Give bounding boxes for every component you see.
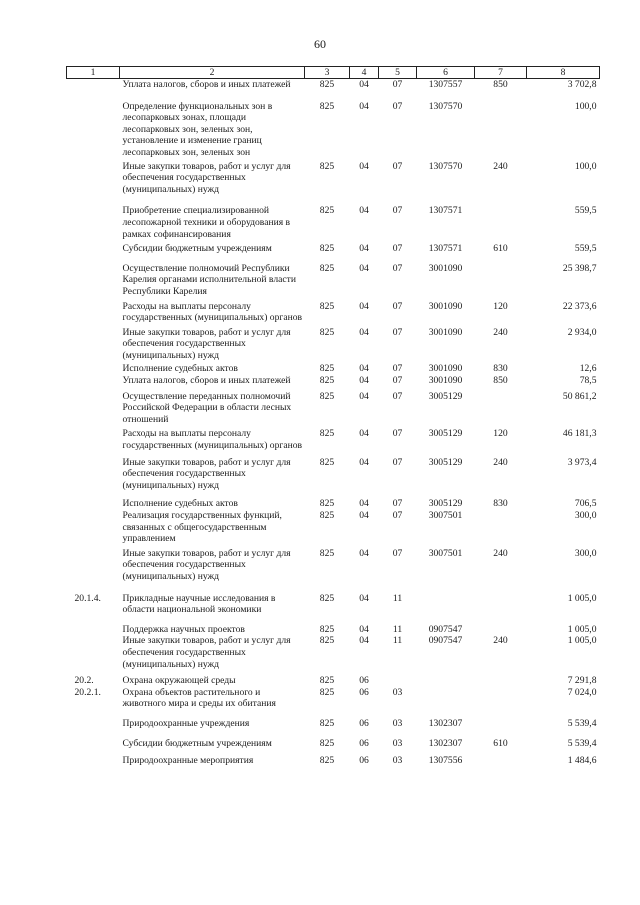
- row-code: [67, 548, 120, 593]
- row-col-3: 825: [319, 100, 335, 112]
- table-row: [67, 428, 600, 456]
- row-col-6: 1302307: [428, 737, 463, 749]
- row-name: Поддержка научных проектов: [122, 623, 245, 635]
- row-col-6: 3001090: [428, 375, 463, 387]
- row-name: Расходы на выплаты персоналу государственных (муниципальных) органов: [122, 300, 303, 324]
- row-code: [67, 205, 120, 243]
- row-col-5: 07: [392, 243, 403, 255]
- row-amount: 22 373,6: [562, 300, 597, 312]
- table-row: [67, 263, 600, 301]
- row-col-4: 04: [359, 100, 369, 112]
- row-amount: 5 539,4: [567, 717, 597, 729]
- table-row: [67, 738, 600, 756]
- row-col-7: 240: [493, 160, 508, 172]
- row-col-6: [417, 675, 475, 687]
- row-code: 20.2.1.: [74, 686, 101, 698]
- row-amount: 7 291,8: [567, 675, 597, 687]
- row-amount: 1 005,0: [567, 592, 597, 604]
- row-code: [67, 161, 120, 206]
- row-col-6: 1307570: [428, 100, 463, 112]
- row-col-3: 825: [319, 262, 335, 274]
- row-name: Субсидии бюджетным учреждениям: [122, 243, 272, 255]
- row-amount: 2 934,0: [567, 326, 597, 338]
- row-col-7: [475, 391, 527, 429]
- row-col-5: 07: [392, 428, 403, 440]
- row-col-5: 07: [392, 363, 403, 375]
- row-amount: 300,0: [574, 510, 597, 521]
- row-amount: 1 005,0: [567, 635, 597, 647]
- row-col-4: 04: [359, 623, 369, 635]
- row-amount: 50 861,2: [562, 390, 597, 402]
- row-amount: 78,5: [579, 375, 597, 387]
- row-name: Осуществление переданных полномочий Российской Федерации в области лесных отношений: [122, 390, 292, 425]
- row-col-3: 825: [319, 510, 335, 521]
- row-col-6: 1307556: [428, 755, 463, 767]
- row-code: [67, 498, 120, 510]
- table-row: [67, 391, 600, 429]
- header-col-1: 1: [67, 67, 120, 79]
- row-col-5: 03: [392, 686, 403, 698]
- header-row: [67, 67, 600, 79]
- row-amount: 559,5: [574, 205, 597, 217]
- table-row: [67, 593, 600, 624]
- row-col-5: 07: [392, 262, 403, 274]
- row-col-5: 07: [392, 375, 403, 387]
- row-col-4: 04: [359, 547, 369, 559]
- row-col-7: 240: [493, 456, 508, 468]
- row-col-4: 04: [359, 510, 369, 521]
- row-col-5: 07: [392, 390, 403, 402]
- header-col-2: 2: [120, 67, 305, 79]
- row-col-7: 850: [493, 375, 508, 387]
- row-amount: 12,6: [579, 363, 597, 375]
- row-col-7: 240: [493, 326, 508, 338]
- row-name: Иные закупки товаров, работ и услуг для обеспечения государственных (муниципальных) нужд: [122, 456, 291, 491]
- row-amount: 3 702,8: [567, 79, 597, 90]
- row-code: [67, 79, 120, 101]
- row-amount: 3 973,4: [567, 456, 597, 468]
- row-col-6: 0907547: [428, 635, 463, 647]
- row-col-7: [475, 755, 527, 767]
- row-col-4: 06: [359, 686, 369, 698]
- row-col-5: 11: [392, 623, 403, 635]
- row-amount: 1 484,6: [567, 755, 597, 767]
- row-col-7: 610: [493, 737, 508, 749]
- row-code: [67, 243, 120, 263]
- table-row: [67, 457, 600, 499]
- row-col-6: 0907547: [428, 623, 463, 635]
- row-col-3: 825: [319, 363, 335, 375]
- row-col-5: 03: [392, 717, 403, 729]
- row-col-5: 07: [392, 79, 403, 90]
- row-col-4: 04: [359, 243, 369, 255]
- row-col-3: 825: [319, 243, 335, 255]
- row-name: Осуществление полномочий Республики Карелия органами исполнительной власти Республики Карелия: [122, 262, 296, 297]
- row-amount: 5 539,4: [567, 737, 597, 749]
- row-code: [67, 510, 120, 548]
- row-code: [67, 635, 120, 675]
- table-row: [67, 675, 600, 687]
- header-col-7: 7: [475, 67, 527, 79]
- row-col-4: 04: [359, 205, 369, 217]
- table-row: [67, 327, 600, 364]
- table-row: [67, 101, 600, 161]
- row-col-7: 120: [493, 428, 508, 440]
- row-code: [67, 624, 120, 636]
- row-code: [67, 755, 120, 767]
- row-col-7: [475, 624, 527, 636]
- row-col-4: 04: [359, 262, 369, 274]
- row-name: Реализация государственных функций, связанных с общегосударственным управлением: [122, 510, 282, 545]
- row-col-4: 04: [359, 428, 369, 440]
- row-col-5: 03: [392, 755, 403, 767]
- row-col-5: 07: [392, 498, 403, 510]
- row-amount: 7 024,0: [567, 686, 597, 698]
- row-col-5: [379, 675, 417, 687]
- table-row: [67, 635, 600, 675]
- row-code: [67, 457, 120, 499]
- row-amount: 706,5: [574, 498, 597, 510]
- row-col-3: 825: [319, 547, 335, 559]
- row-col-5: 07: [392, 100, 403, 112]
- row-name: Охрана окружающей среды: [122, 675, 236, 687]
- row-col-6: 3001090: [428, 262, 463, 274]
- row-code: [67, 738, 120, 756]
- row-col-4: 04: [359, 635, 369, 647]
- header-col-8: 8: [527, 67, 600, 79]
- row-name: Исполнение судебных актов: [122, 363, 238, 375]
- row-col-4: 04: [359, 498, 369, 510]
- row-col-6: [417, 687, 475, 718]
- row-col-6: 3007501: [428, 510, 463, 521]
- row-col-4: 04: [359, 160, 369, 172]
- row-col-5: 07: [392, 547, 403, 559]
- table-row: [67, 301, 600, 327]
- header-col-6: 6: [417, 67, 475, 79]
- row-code: [67, 327, 120, 364]
- row-name: Определение функциональных зон в лесопарковых зонах, площади лесопарковых зон, зеленых зон, установление и изменение границ лесопарковых зон, зеленых зон: [122, 100, 273, 158]
- row-col-4: 04: [359, 79, 369, 90]
- row-code: [67, 428, 120, 456]
- row-col-7: 120: [493, 300, 508, 312]
- table-row: [67, 363, 600, 375]
- row-code: [67, 301, 120, 327]
- row-code: [67, 375, 120, 391]
- row-code: [67, 263, 120, 301]
- table-row: [67, 79, 600, 101]
- table-row: [67, 375, 600, 391]
- row-col-3: 825: [319, 456, 335, 468]
- row-col-3: 825: [319, 686, 335, 698]
- row-col-4: 06: [359, 675, 369, 687]
- row-col-7: [475, 718, 527, 738]
- row-col-7: 830: [493, 363, 508, 375]
- row-col-7: 610: [493, 243, 508, 255]
- row-name: Субсидии бюджетным учреждениям: [122, 737, 272, 749]
- row-col-3: 825: [319, 375, 335, 387]
- header-col-4: 4: [350, 67, 379, 79]
- table-row: [67, 498, 600, 510]
- budget-table: [66, 66, 600, 767]
- row-col-4: 04: [359, 363, 369, 375]
- row-col-7: [475, 687, 527, 718]
- row-name: Иные закупки товаров, работ и услуг для обеспечения государственных (муниципальных) нужд: [122, 326, 291, 361]
- table-row: [67, 718, 600, 738]
- row-col-7: [475, 510, 527, 548]
- row-code: [67, 391, 120, 429]
- row-col-6: 3001090: [428, 300, 463, 312]
- row-name: Иные закупки товаров, работ и услуг для обеспечения государственных (муниципальных) нужд: [122, 635, 291, 670]
- row-col-3: 825: [319, 755, 335, 767]
- row-col-5: 07: [392, 510, 403, 521]
- row-col-7: [475, 205, 527, 243]
- row-amount: 1 005,0: [567, 623, 597, 635]
- row-col-5: 11: [392, 635, 403, 647]
- row-amount: 559,5: [574, 243, 597, 255]
- header-col-5: 5: [379, 67, 417, 79]
- row-amount: 300,0: [574, 547, 597, 559]
- row-name: Исполнение судебных актов: [122, 498, 238, 510]
- row-col-4: 04: [359, 300, 369, 312]
- table-row: [67, 755, 600, 767]
- row-amount: 100,0: [574, 100, 597, 112]
- row-col-3: 825: [319, 623, 335, 635]
- row-col-3: 825: [319, 390, 335, 402]
- row-col-6: 3005129: [428, 498, 463, 510]
- table-body: [67, 79, 600, 767]
- row-name: Уплата налогов, сборов и иных платежей: [122, 79, 291, 90]
- row-col-6: 3007501: [428, 547, 463, 559]
- row-col-5: 07: [392, 160, 403, 172]
- row-name: Иные закупки товаров, работ и услуг для обеспечения государственных (муниципальных) нужд: [122, 547, 291, 582]
- row-col-3: 825: [319, 326, 335, 338]
- row-col-7: [475, 263, 527, 301]
- row-col-7: [475, 593, 527, 624]
- row-col-3: 825: [319, 79, 335, 90]
- row-col-4: 04: [359, 456, 369, 468]
- row-col-4: 06: [359, 717, 369, 729]
- row-col-5: 07: [392, 205, 403, 217]
- row-col-3: 825: [319, 205, 335, 217]
- row-name: Прикладные научные исследования в области национальной экономики: [122, 592, 276, 616]
- row-name: Иные закупки товаров, работ и услуг для обеспечения государственных (муниципальных) нужд: [122, 160, 291, 195]
- row-col-4: 04: [359, 592, 369, 604]
- row-col-3: 825: [319, 592, 335, 604]
- row-amount: 25 398,7: [562, 262, 597, 274]
- row-code: [67, 718, 120, 738]
- row-col-3: 825: [319, 675, 335, 687]
- row-col-6: 1307570: [428, 160, 463, 172]
- row-code: 20.1.4.: [74, 592, 101, 604]
- table-header: [67, 67, 600, 79]
- table-row: [67, 624, 600, 636]
- row-code: [67, 101, 120, 161]
- row-col-5: 07: [392, 326, 403, 338]
- row-col-3: 825: [319, 300, 335, 312]
- row-col-7: 830: [493, 498, 508, 510]
- row-col-4: 06: [359, 737, 369, 749]
- row-col-3: 825: [319, 160, 335, 172]
- table-row: [67, 205, 600, 243]
- row-col-4: 06: [359, 755, 369, 767]
- row-code: [67, 363, 120, 375]
- row-col-6: 1302307: [428, 717, 463, 729]
- row-name: Уплата налогов, сборов и иных платежей: [122, 375, 291, 387]
- row-col-6: 3005129: [428, 456, 463, 468]
- row-col-6: [417, 593, 475, 624]
- row-col-4: 04: [359, 390, 369, 402]
- row-col-3: 825: [319, 737, 335, 749]
- row-col-6: 3001090: [428, 326, 463, 338]
- table-row: [67, 510, 600, 548]
- row-col-6: 3005129: [428, 390, 463, 402]
- row-col-5: 03: [392, 737, 403, 749]
- row-col-7: [475, 101, 527, 161]
- row-col-6: 1307557: [428, 79, 463, 90]
- row-name: Природоохранные учреждения: [122, 717, 250, 729]
- page-number: 60: [314, 37, 326, 51]
- row-col-4: 04: [359, 326, 369, 338]
- row-name: Охрана объектов растительного и животного мира и среды их обитания: [122, 686, 276, 710]
- row-col-3: 825: [319, 635, 335, 647]
- row-col-6: 1307571: [428, 243, 463, 255]
- row-col-6: 3001090: [428, 363, 463, 375]
- row-code: 20.2.: [74, 675, 94, 687]
- row-col-5: 07: [392, 300, 403, 312]
- row-col-3: 825: [319, 498, 335, 510]
- header-col-3: 3: [305, 67, 350, 79]
- row-name: Природоохранные мероприятия: [122, 755, 254, 767]
- row-col-7: [475, 675, 527, 687]
- row-col-5: 07: [392, 456, 403, 468]
- row-col-3: 825: [319, 717, 335, 729]
- table-row: [67, 687, 600, 718]
- row-col-6: 3005129: [428, 428, 463, 440]
- row-col-6: 1307571: [428, 205, 463, 217]
- row-col-7: 240: [493, 547, 508, 559]
- row-col-7: 850: [493, 79, 508, 90]
- row-name: Приобретение специализированной лесопожарной техники и оборудования в рамках софинансирования: [122, 205, 291, 240]
- row-col-7: 240: [493, 635, 508, 647]
- row-name: Расходы на выплаты персоналу государственных (муниципальных) органов: [122, 428, 303, 452]
- table-row: [67, 243, 600, 263]
- table-row: [67, 161, 600, 206]
- row-col-4: 04: [359, 375, 369, 387]
- row-amount: 46 181,3: [562, 428, 597, 440]
- row-col-3: 825: [319, 428, 335, 440]
- row-amount: 100,0: [574, 160, 597, 172]
- table-row: [67, 548, 600, 593]
- row-col-5: 11: [392, 592, 403, 604]
